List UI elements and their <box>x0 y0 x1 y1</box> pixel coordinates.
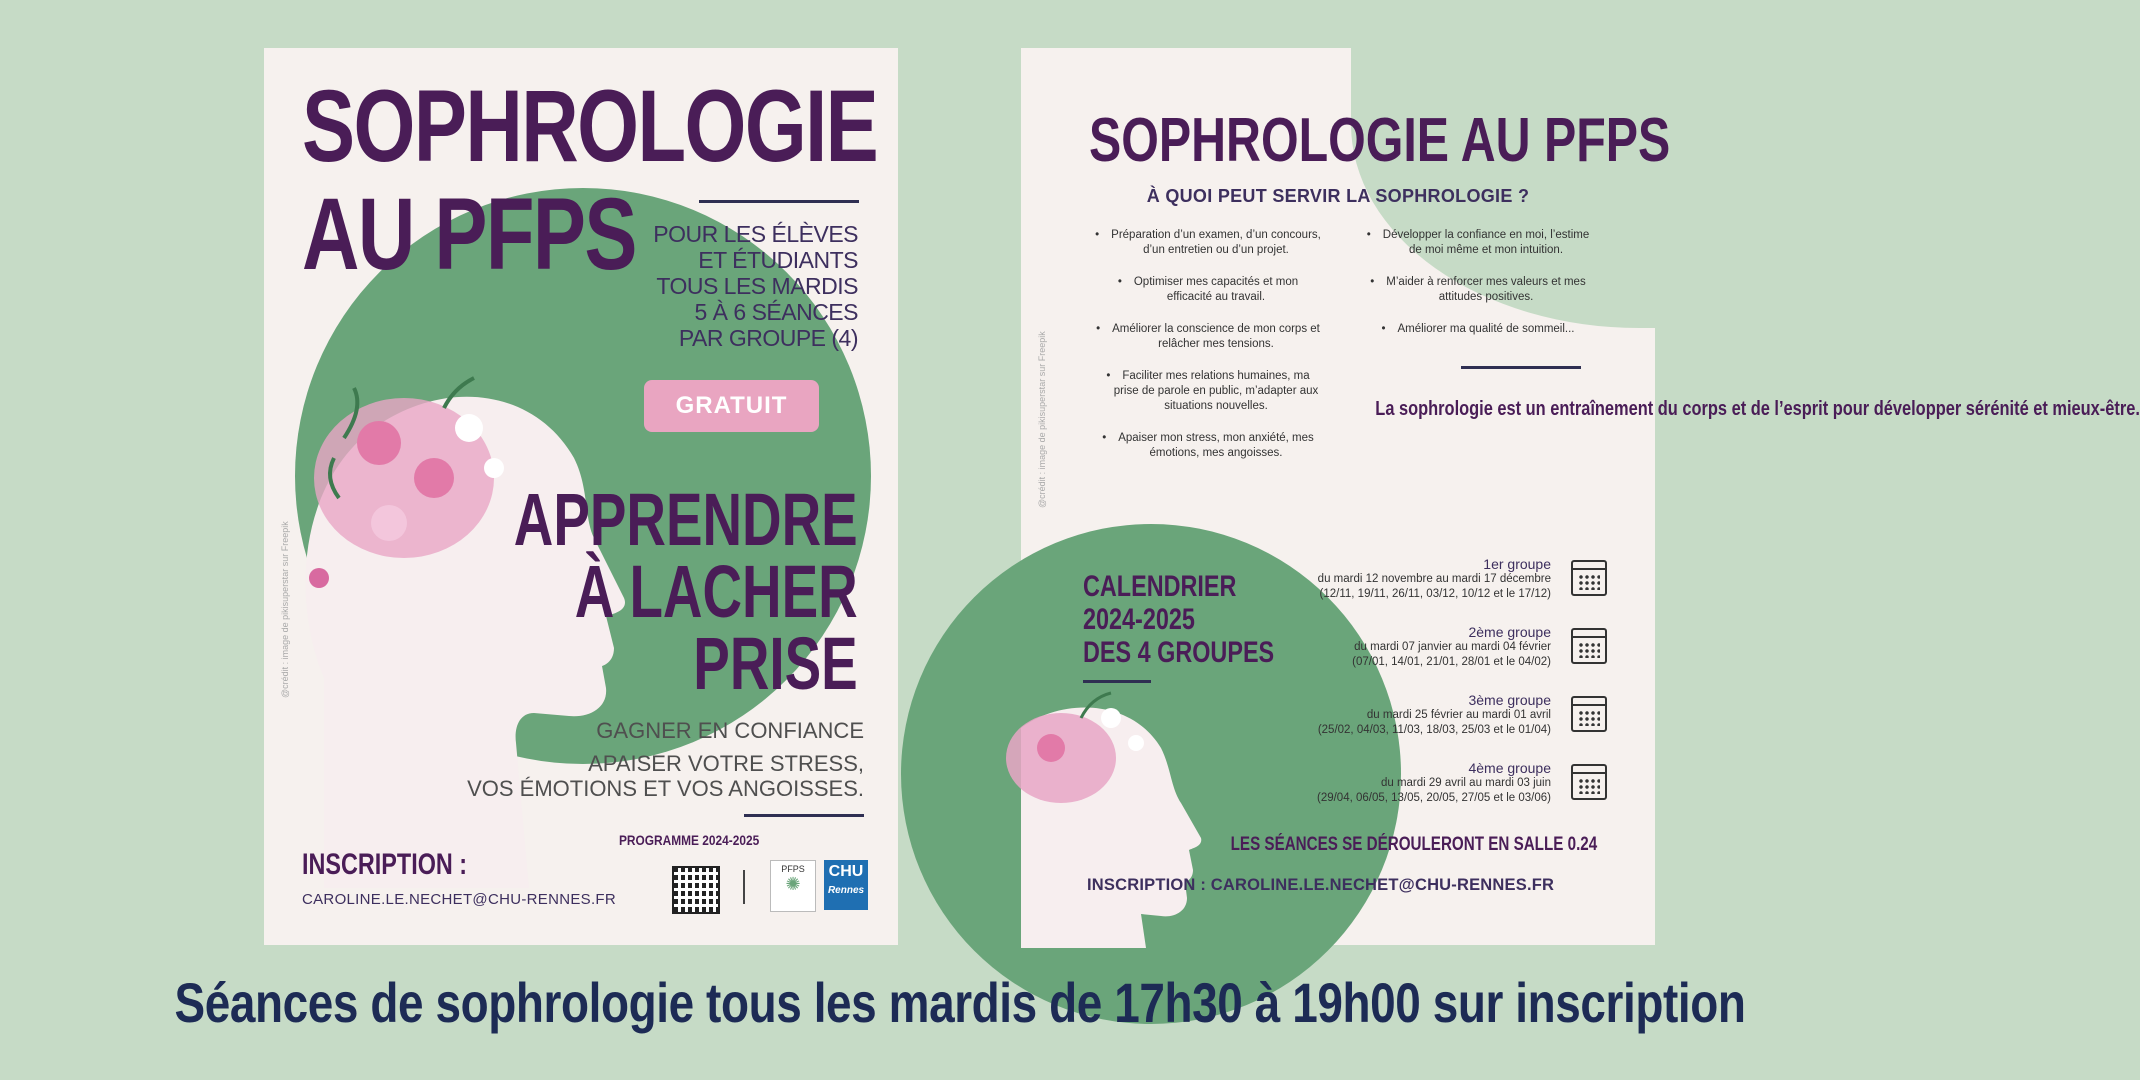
programme-label: PROGRAMME 2024-2025 <box>619 832 760 848</box>
poster-right <box>1021 48 2140 945</box>
poster-title: SOPHROLOGIE AU PFPS <box>302 69 878 291</box>
room-info: LES SÉANCES SE DÉROULERONT EN SALLE 0.24 <box>1230 834 1597 855</box>
list-item: • Développer la confiance en moi, l’estime de moi même et mon intuition. <box>1381 228 1591 258</box>
gratuit-badge: GRATUIT <box>644 380 819 432</box>
benefits: GAGNER EN CONFIANCE APAISER VOTRE STRESS, VOS ÉMOTIONS ET VOS ANGOISSES. <box>467 718 864 801</box>
list-item: • Préparation d’un examen, d’un concours, d’un entretien ou d’un projet. <box>1111 228 1321 258</box>
inscription-email[interactable]: CAROLINE.LE.NECHET@CHU-RENNES.FR <box>302 891 617 908</box>
subtitle: À QUOI PEUT SERVIR LA SOPHROLOGIE ? <box>1146 186 1530 206</box>
group-item: 2ème groupe du mardi 07 janvier au mardi 04 février (07/01, 14/01, 21/01, 28/01 et le 04/02) <box>1241 624 1621 692</box>
divider <box>744 814 864 817</box>
list-item: • Optimiser mes capacités et mon efficacité au travail. <box>1111 275 1321 305</box>
image-credit: @crédit : image de pikisuperstar sur Freepik <box>280 521 290 698</box>
group-item: 4ème groupe du mardi 29 avril au mardi 03 juin (29/04, 06/05, 13/05, 20/05, 27/05 et le 03/06) <box>1241 760 1621 828</box>
group-item: 3ème groupe du mardi 25 février au mardi 01 avril (25/02, 04/03, 11/03, 18/03, 25/03 et le 01/04) <box>1241 692 1621 760</box>
divider <box>1461 366 1581 369</box>
quote: La sophrologie est un entraînement du corps et de l’esprit pour développer sérénité et mieux-être. <box>1375 398 2140 420</box>
calendar-icon <box>1571 628 1607 664</box>
group-item: 1er groupe du mardi 12 novembre au mardi 17 décembre (12/11, 19/11, 26/11, 03/12, 10/12 et le 17/12) <box>1241 556 1621 624</box>
calendar-title: CALENDRIER 2024-2025 DES 4 GROUPES <box>1083 570 1275 669</box>
inscription-email[interactable]: INSCRIPTION : CAROLINE.LE.NECHET@CHU-RENNES.FR <box>1087 876 1555 894</box>
pfps-logo: PFPS ✺ <box>770 860 816 912</box>
groups-list <box>1241 556 1621 828</box>
list-item: • Apaiser mon stress, mon anxiété, mes émotions, mes angoisses. <box>1111 431 1321 461</box>
benefits-list-left <box>1111 228 1321 478</box>
footer-caption: Séances de sophrologie tous les mardis de 17h30 à 19h00 sur inscription <box>174 971 1746 1034</box>
inscription-label: INSCRIPTION : <box>302 848 468 881</box>
list-item: • Améliorer ma qualité de sommeil... <box>1381 322 1591 337</box>
qr-code-icon[interactable] <box>672 866 720 914</box>
calendar-icon <box>1571 764 1607 800</box>
image-credit: @crédit : image de pikisuperstar sur Freepik <box>1037 331 1047 508</box>
divider <box>1083 680 1151 683</box>
separator <box>743 870 745 904</box>
chu-rennes-logo: CHU Rennes <box>824 860 868 910</box>
headline: APPRENDRE À LACHER PRISE <box>514 478 858 705</box>
divider <box>699 200 859 203</box>
info-block: POUR LES ÉLÈVES ET ÉTUDIANTS TOUS LES MARDIS 5 À 6 SÉANCES PAR GROUPE (4) <box>653 221 858 351</box>
poster-title: SOPHROLOGIE AU PFPS <box>1089 106 1671 175</box>
butterfly-icon <box>309 568 329 588</box>
list-item: • Améliorer la conscience de mon corps et relâcher mes tensions. <box>1111 322 1321 352</box>
head-illustration <box>1021 688 1221 948</box>
list-item: • M’aider à renforcer mes valeurs et mes attitudes positives. <box>1381 275 1591 305</box>
benefits-list-right <box>1381 228 1591 354</box>
calendar-icon <box>1571 696 1607 732</box>
poster-left <box>264 48 898 945</box>
list-item: • Faciliter mes relations humaines, ma prise de parole en public, m’adapter aux situations nouvelles. <box>1111 369 1321 414</box>
calendar-icon <box>1571 560 1607 596</box>
